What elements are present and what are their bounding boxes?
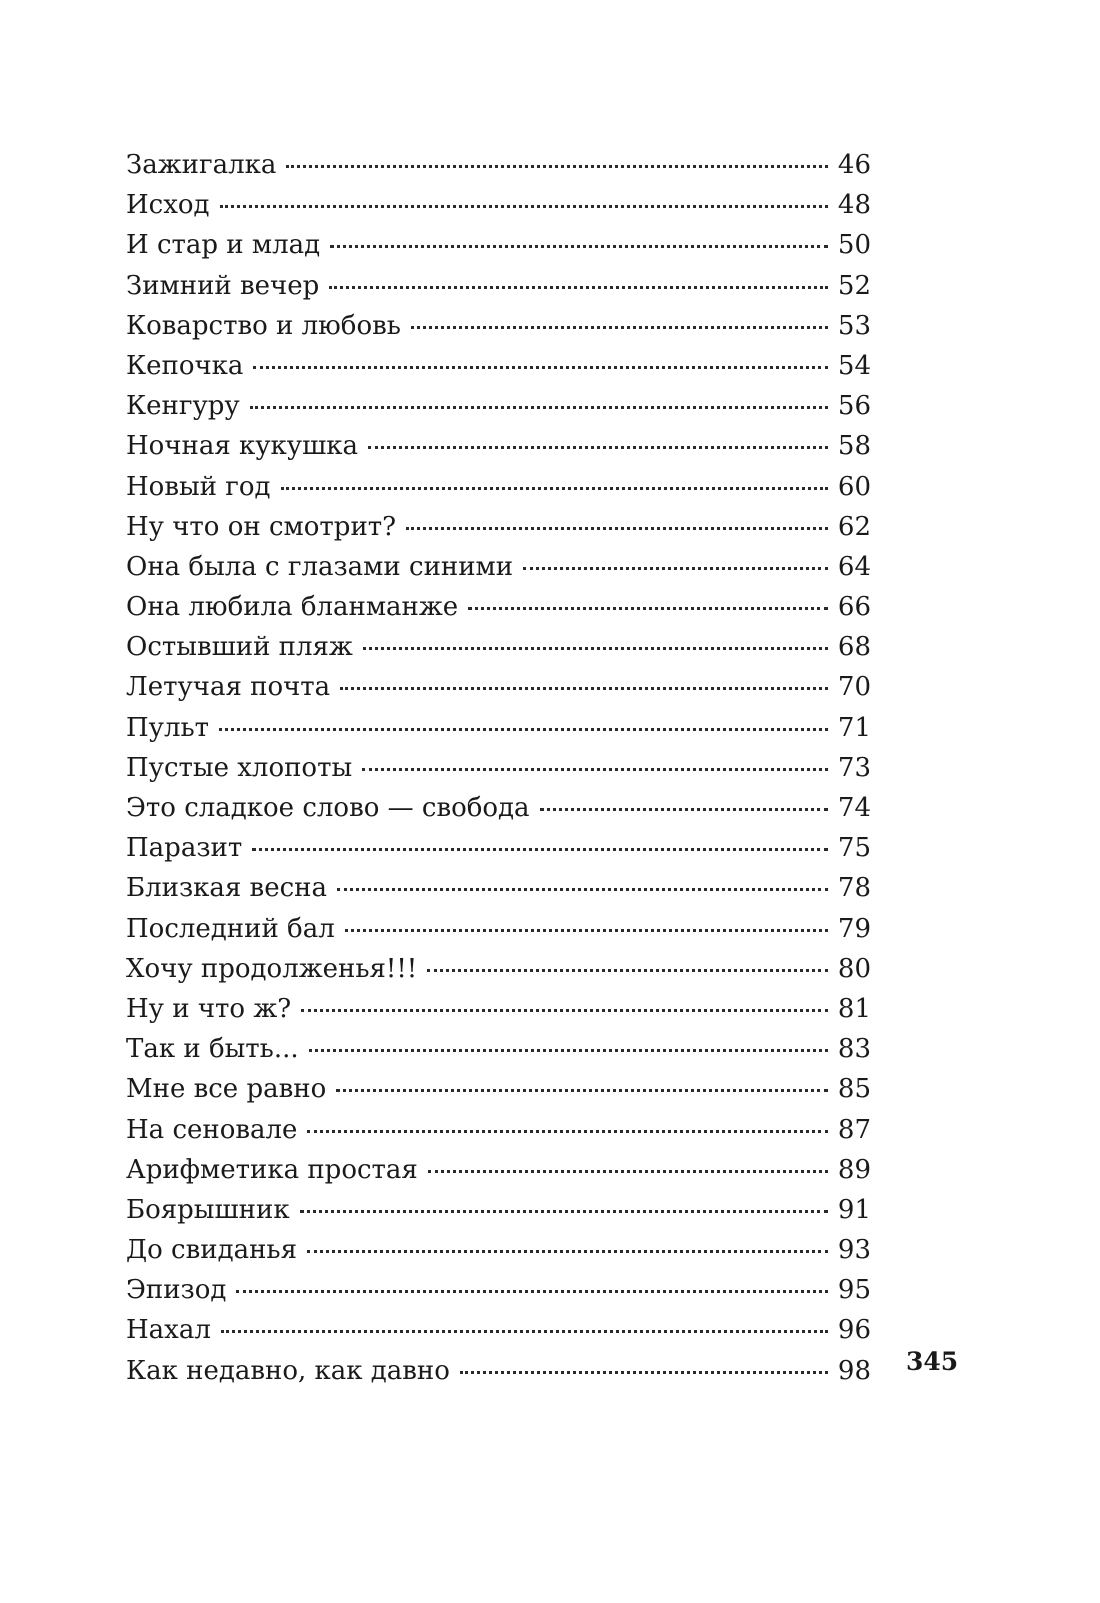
toc-entry-page: 93 bbox=[837, 1235, 871, 1266]
toc-entry-page: 46 bbox=[837, 150, 871, 180]
dot-leader bbox=[307, 1250, 828, 1253]
toc-entry-page: 83 bbox=[837, 1034, 871, 1065]
table-of-contents bbox=[126, 145, 871, 1391]
dot-leader bbox=[337, 888, 828, 891]
toc-entry bbox=[126, 949, 871, 989]
dot-leader bbox=[329, 286, 828, 289]
toc-entry-page: 52 bbox=[837, 270, 871, 301]
toc-entry-title: Арифметика простая bbox=[126, 1154, 418, 1185]
dot-leader bbox=[253, 366, 827, 369]
toc-entry bbox=[126, 1029, 871, 1069]
dot-leader bbox=[336, 1089, 828, 1092]
dot-leader bbox=[340, 687, 828, 690]
toc-entry bbox=[126, 587, 871, 627]
toc-entry bbox=[126, 828, 871, 868]
toc-entry-title: Нахал bbox=[126, 1315, 211, 1346]
toc-entry-page: 95 bbox=[837, 1275, 871, 1306]
toc-entry-page: 66 bbox=[837, 592, 871, 623]
toc-entry-page: 71 bbox=[837, 712, 871, 743]
toc-entry-page: 75 bbox=[837, 833, 871, 864]
toc-entry-title: Ну что он смотрит? bbox=[126, 511, 397, 542]
dot-leader bbox=[307, 1130, 827, 1133]
toc-entry-page: 58 bbox=[837, 431, 871, 462]
toc-entry-title: Зажигалка bbox=[126, 150, 277, 180]
toc-entry-page: 64 bbox=[837, 551, 871, 582]
toc-entry-page: 73 bbox=[837, 752, 871, 783]
dot-leader bbox=[219, 728, 828, 731]
dot-leader bbox=[523, 567, 828, 570]
toc-entry-title: Мне все равно bbox=[126, 1074, 327, 1105]
dot-leader bbox=[286, 165, 828, 168]
dot-leader bbox=[411, 326, 828, 329]
toc-entry-page: 81 bbox=[837, 993, 871, 1024]
toc-entry-title: Она была с глазами синими bbox=[126, 551, 514, 582]
toc-entry bbox=[126, 708, 871, 748]
toc-entry bbox=[126, 185, 871, 225]
toc-entry bbox=[126, 386, 871, 426]
dot-leader bbox=[406, 527, 828, 530]
dot-leader bbox=[540, 808, 828, 811]
toc-entry-page: 56 bbox=[837, 391, 871, 422]
toc-entry bbox=[126, 145, 871, 185]
toc-entry-title: Последний бал bbox=[126, 913, 335, 944]
toc-entry bbox=[126, 507, 871, 547]
toc-entry bbox=[126, 1110, 871, 1150]
dot-leader bbox=[236, 1290, 828, 1293]
toc-entry-title: Пульт bbox=[126, 712, 210, 743]
toc-entry-page: 98 bbox=[837, 1355, 871, 1386]
toc-entry bbox=[126, 1270, 871, 1310]
toc-entry-page: 48 bbox=[837, 190, 871, 221]
toc-entry bbox=[126, 748, 871, 788]
toc-entry-page: 96 bbox=[837, 1315, 871, 1346]
toc-entry-title: Как недавно, как давно bbox=[126, 1355, 450, 1386]
toc-entry-page: 85 bbox=[837, 1074, 871, 1105]
toc-entry-title: Эпизод bbox=[126, 1275, 227, 1306]
toc-entry-page: 74 bbox=[837, 793, 871, 823]
toc-entry bbox=[126, 667, 871, 707]
dot-leader bbox=[460, 1371, 828, 1374]
toc-entry-title: Новый год bbox=[126, 471, 271, 502]
toc-entry bbox=[126, 788, 871, 828]
toc-entry-title: Она любила бланманже bbox=[126, 592, 459, 623]
toc-entry-page: 87 bbox=[837, 1114, 871, 1145]
dot-leader bbox=[301, 1009, 828, 1012]
toc-entry-page: 68 bbox=[837, 632, 871, 663]
dot-leader bbox=[345, 929, 828, 932]
dot-leader bbox=[300, 1210, 828, 1213]
toc-entry-page: 91 bbox=[837, 1194, 871, 1225]
toc-entry-page: 53 bbox=[837, 310, 871, 341]
toc-entry-title: Пустые хлопоты bbox=[126, 752, 353, 783]
toc-entry bbox=[126, 909, 871, 949]
toc-entry-title: И стар и млад bbox=[126, 230, 321, 261]
dot-leader bbox=[428, 1170, 828, 1173]
dot-leader bbox=[362, 768, 828, 771]
page-number: 345 bbox=[906, 1347, 959, 1376]
toc-entry bbox=[126, 1069, 871, 1109]
dot-leader bbox=[221, 1330, 828, 1333]
toc-entry bbox=[126, 1310, 871, 1350]
dot-leader bbox=[250, 406, 828, 409]
toc-entry-page: 54 bbox=[837, 350, 871, 381]
toc-entry-title: Близкая весна bbox=[126, 873, 327, 904]
dot-leader bbox=[252, 848, 828, 851]
dot-leader bbox=[309, 1049, 828, 1052]
toc-entry-page: 50 bbox=[837, 230, 871, 261]
toc-entry-title: Остывший пляж bbox=[126, 632, 353, 663]
toc-entry-page: 89 bbox=[837, 1154, 871, 1185]
toc-entry-page: 79 bbox=[837, 913, 871, 944]
toc-entry-title: Боярышник bbox=[126, 1194, 290, 1225]
toc-entry bbox=[126, 346, 871, 386]
dot-leader bbox=[281, 487, 828, 490]
toc-entry-title: Так и быть... bbox=[126, 1034, 299, 1065]
toc-entry bbox=[126, 627, 871, 667]
toc-entry-page: 62 bbox=[837, 511, 871, 542]
toc-entry bbox=[126, 547, 871, 587]
toc-entry-title: Кепочка bbox=[126, 350, 244, 381]
toc-entry-page: 78 bbox=[837, 873, 871, 904]
toc-entry bbox=[126, 1190, 871, 1230]
toc-entry-title: Кенгуру bbox=[126, 391, 240, 422]
dot-leader bbox=[468, 607, 828, 610]
toc-entry-title: Исход bbox=[126, 190, 210, 221]
dot-leader bbox=[368, 446, 828, 449]
dot-leader bbox=[427, 969, 828, 972]
toc-entry bbox=[126, 1230, 871, 1270]
toc-entry bbox=[126, 1351, 871, 1391]
toc-entry bbox=[126, 467, 871, 507]
toc-entry bbox=[126, 1150, 871, 1190]
toc-entry bbox=[126, 989, 871, 1029]
toc-entry-title: Это сладкое слово — свобода bbox=[126, 793, 530, 823]
toc-entry-page: 70 bbox=[837, 672, 871, 703]
toc-entry-title: Хочу продолженья!!! bbox=[126, 953, 418, 984]
dot-leader bbox=[363, 647, 828, 650]
toc-entry-title: До свиданья bbox=[126, 1235, 297, 1266]
dot-leader bbox=[220, 205, 828, 208]
toc-entry-title: Зимний вечер bbox=[126, 270, 320, 301]
toc-entry-page: 60 bbox=[837, 471, 871, 502]
toc-entry-title: Ночная кукушка bbox=[126, 431, 359, 462]
toc-entry bbox=[126, 225, 871, 265]
toc-entry-title: Летучая почта bbox=[126, 672, 331, 703]
toc-entry bbox=[126, 426, 871, 466]
toc-entry-title: Паразит bbox=[126, 833, 243, 864]
toc-entry bbox=[126, 306, 871, 346]
dot-leader bbox=[330, 245, 828, 248]
toc-entry-title: Коварство и любовь bbox=[126, 310, 401, 341]
toc-entry-title: Ну и что ж? bbox=[126, 993, 292, 1024]
toc-entry-page: 80 bbox=[837, 953, 871, 984]
toc-entry bbox=[126, 266, 871, 306]
toc-entry bbox=[126, 868, 871, 908]
toc-entry-title: На сеновале bbox=[126, 1114, 298, 1145]
